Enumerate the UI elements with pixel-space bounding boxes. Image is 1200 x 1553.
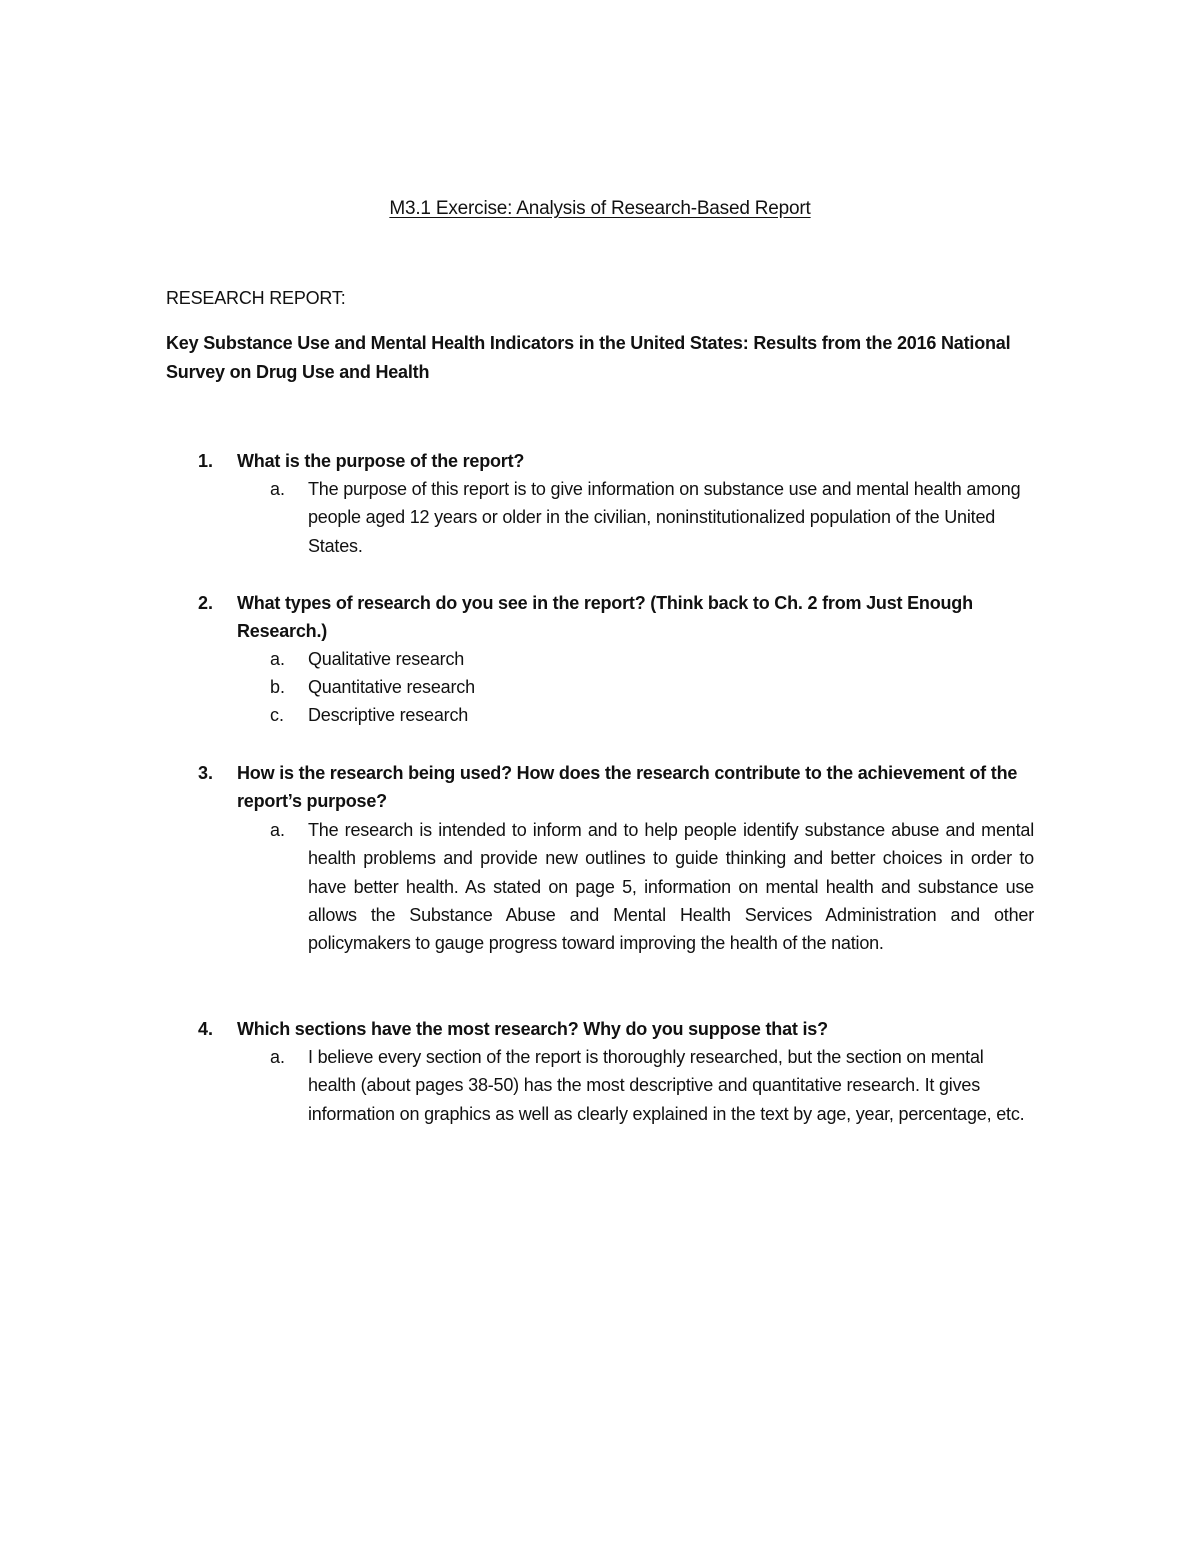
answer-text: The research is intended to inform and to help people identify substance abuse and mental health problems and provide new outlines to guide thinking and better choices in order to have better health. As stated on page 5, information on mental health and substance use allows the Substance Abuse and Mental Health Services Administration and other policymakers to gauge progress toward improving the health of the nation. [308, 820, 1034, 954]
answer-letter: a. [270, 820, 286, 840]
question-number: 1. [198, 451, 214, 471]
question-text: What is the purpose of the report? [237, 451, 525, 471]
question-text: How is the research being used? How does the research contribute to the achievement of the report’s purpose? [237, 763, 1018, 811]
answer-letter: a. [270, 1047, 286, 1067]
report-title: Key Substance Use and Mental Health Indicators in the United States: Results from the 2016 National Survey on Drug Use and Health [166, 333, 1011, 382]
question-number: 4. [198, 1019, 214, 1039]
answer-text: I believe every section of the report is thoroughly researched, but the section on mental health (about pages 38-50) has the most descriptive and quantitative research. It gives information on graphics as well as clearly explained in the text by age, year, percentage, etc. [308, 1047, 1025, 1124]
answer-text: Quantitative research [308, 677, 475, 697]
document-title: M3.1 Exercise: Analysis of Research-Based Report [389, 198, 811, 219]
question-text: What types of research do you see in the report? (Think back to Ch. 2 from Just Enough Research.) [237, 593, 973, 641]
report-label: RESEARCH REPORT: [166, 288, 346, 308]
answer-letter: c. [270, 705, 285, 725]
question-text: Which sections have the most research? Why do you suppose that is? [237, 1019, 828, 1039]
answer-letter: a. [270, 649, 286, 669]
answer-text: The purpose of this report is to give information on substance use and mental health among people aged 12 years or older in the civilian, noninstitutionalized population of the United States. [308, 479, 1021, 556]
question-number: 3. [198, 763, 214, 783]
question-number: 2. [198, 593, 214, 613]
answer-letter: b. [270, 677, 286, 697]
answer-letter: a. [270, 479, 286, 499]
answer-text: Descriptive research [308, 705, 469, 725]
answer-text: Qualitative research [308, 649, 465, 669]
